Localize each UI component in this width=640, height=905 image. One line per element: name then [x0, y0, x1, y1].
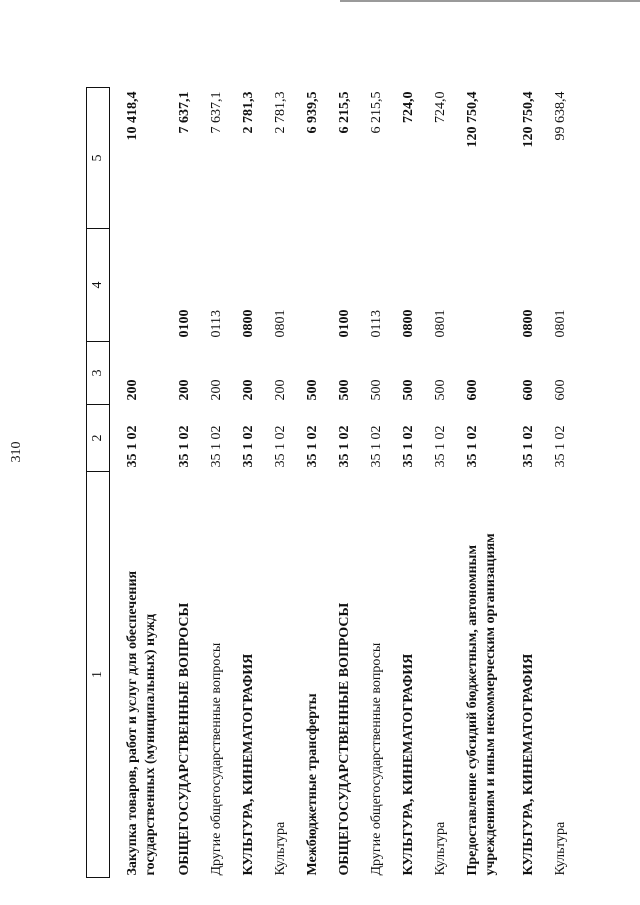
row-section-cell: 0800 [401, 309, 416, 338]
row-target-article-cell: 35 1 02 [305, 425, 320, 468]
row-amount-cell: 99 638,4 [553, 91, 568, 141]
table-row [336, 88, 368, 878]
row-expense-type-cell: 500 [305, 379, 320, 401]
row-section-cell: 0113 [209, 310, 224, 338]
table-row [520, 88, 552, 878]
row-amount-cell: 2 781,3 [241, 91, 256, 134]
table-row [240, 88, 272, 878]
table-header-row [87, 88, 110, 878]
row-amount-cell: 6 215,5 [337, 91, 352, 134]
row-section-cell [304, 229, 336, 342]
row-expense-type-cell: 600 [465, 379, 480, 401]
row-amount-cell: 724,0 [433, 91, 448, 123]
row-target-article-cell: 35 1 02 [553, 425, 568, 468]
row-target-article-cell: 35 1 02 [241, 425, 256, 468]
row-section-cell: 0100 [337, 309, 352, 338]
row-expense-type-cell: 200 [241, 379, 256, 401]
row-expense-type-cell: 500 [337, 379, 352, 401]
scan-edge-line [340, 0, 640, 2]
row-amount-cell: 120 750,4 [521, 91, 536, 148]
row-amount-cell: 10 418,4 [125, 91, 140, 141]
row-expense-type-cell: 200 [209, 379, 224, 401]
row-expense-type-cell: 600 [553, 379, 568, 401]
row-section-cell: 0100 [177, 309, 192, 338]
table-row [552, 88, 584, 878]
table-row [400, 88, 432, 878]
row-name-cell: КУЛЬТУРА, КИНЕМАТОГРАФИЯ [241, 653, 256, 876]
row-section-cell: 0800 [241, 309, 256, 338]
row-target-article-cell: 35 1 02 [177, 425, 192, 468]
row-name-cell: Межбюджетные трансферты [305, 693, 320, 876]
row-amount-cell: 120 750,4 [465, 91, 480, 148]
row-expense-type-cell: 200 [273, 379, 288, 401]
row-expense-type-cell: 600 [521, 379, 536, 401]
row-amount-cell: 6 215,5 [369, 91, 384, 134]
row-target-article-cell: 35 1 02 [125, 425, 140, 468]
row-target-article-cell: 35 1 02 [369, 425, 384, 468]
row-target-article-cell: 35 1 02 [273, 425, 288, 468]
column-header-4: 4 [87, 229, 110, 342]
row-name-cell: Другие общегосударственные вопросы [369, 642, 384, 876]
row-target-article-cell: 35 1 02 [209, 425, 224, 468]
row-amount-cell: 7 637,1 [209, 91, 224, 134]
table-row [304, 88, 336, 878]
row-target-article-cell: 35 1 02 [465, 425, 480, 468]
table-row [432, 88, 464, 878]
row-expense-type-cell: 500 [369, 379, 384, 401]
row-name-cell: Закупка товаров, работ и услуг для обеспечения государственных (муниципальных) нужд [125, 570, 158, 876]
row-target-article-cell: 35 1 02 [521, 425, 536, 468]
row-target-article-cell: 35 1 02 [337, 425, 352, 468]
column-header-5: 5 [87, 88, 110, 229]
row-amount-cell: 6 939,5 [305, 91, 320, 134]
row-name-cell: Культура [273, 821, 288, 876]
table-spacer-row [110, 88, 125, 878]
row-section-cell [464, 229, 520, 342]
row-name-cell: ОБЩЕГОСУДАРСТВЕННЫЕ ВОПРОСЫ [337, 602, 352, 876]
row-target-article-cell: 35 1 02 [433, 425, 448, 468]
row-name-cell: КУЛЬТУРА, КИНЕМАТОГРАФИЯ [401, 653, 416, 876]
row-target-article-cell: 35 1 02 [401, 425, 416, 468]
row-name-cell: ОБЩЕГОСУДАРСТВЕННЫЕ ВОПРОСЫ [177, 602, 192, 876]
table-row [124, 88, 176, 878]
table-row [464, 88, 520, 878]
table-body [110, 88, 585, 878]
row-name-cell: Культура [433, 821, 448, 876]
row-expense-type-cell: 500 [401, 379, 416, 401]
row-section-cell: 0801 [433, 309, 448, 338]
row-expense-type-cell: 500 [433, 379, 448, 401]
column-header-2: 2 [87, 405, 110, 472]
row-expense-type-cell: 200 [177, 379, 192, 401]
row-name-cell: Другие общегосударственные вопросы [209, 642, 224, 876]
row-name-cell: Предоставление субсидий бюджетным, автономным учреждениям и иным некоммерческим организациям [465, 533, 498, 876]
row-section-cell: 0800 [521, 309, 536, 338]
row-expense-type-cell: 200 [125, 379, 140, 401]
row-name-cell: Культура [553, 821, 568, 876]
page-number: 310 [9, 441, 24, 463]
budget-table [86, 87, 584, 878]
row-section-cell: 0113 [369, 310, 384, 338]
column-header-1: 1 [87, 472, 110, 878]
table-row [208, 88, 240, 878]
row-section-cell: 0801 [553, 309, 568, 338]
table-row [176, 88, 208, 878]
row-amount-cell: 7 637,1 [177, 91, 192, 134]
table-row [368, 88, 400, 878]
row-section-cell: 0801 [273, 309, 288, 338]
row-amount-cell: 2 781,3 [273, 91, 288, 134]
column-header-3: 3 [87, 342, 110, 405]
row-name-cell: КУЛЬТУРА, КИНЕМАТОГРАФИЯ [521, 653, 536, 876]
rotated-table-wrapper [86, 88, 568, 878]
row-section-cell [124, 229, 176, 342]
row-amount-cell: 724,0 [401, 91, 416, 123]
table-row [272, 88, 304, 878]
